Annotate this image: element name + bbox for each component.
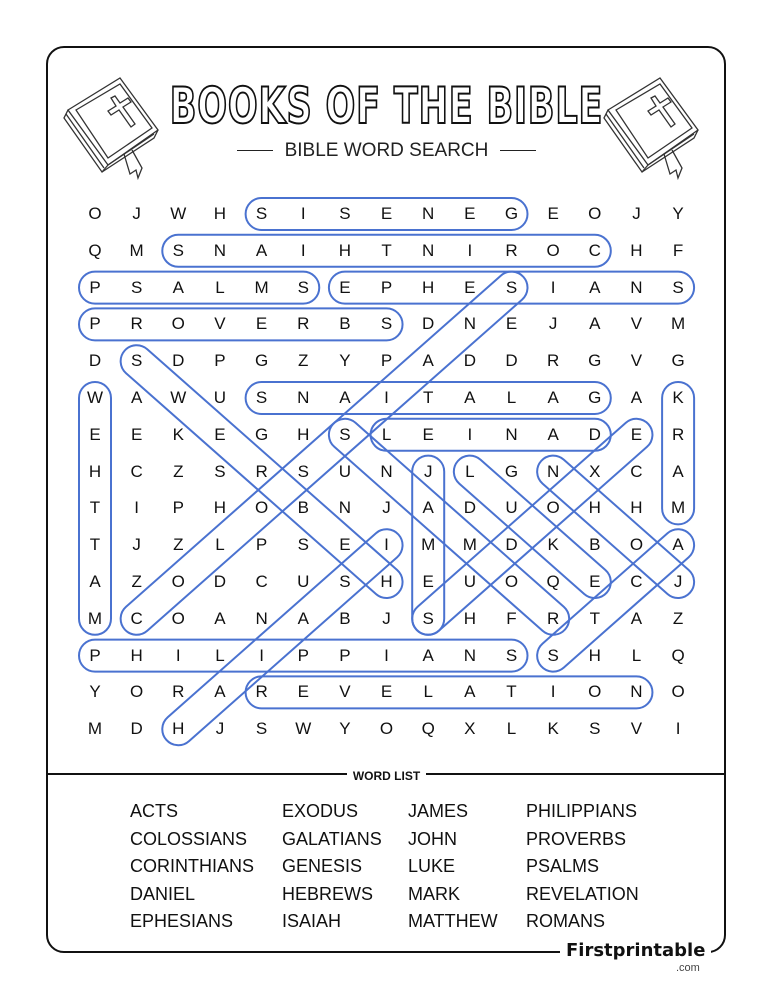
grid-letter[interactable]: R	[547, 608, 560, 628]
grid-letter[interactable]: M	[129, 240, 144, 260]
grid-letter[interactable]: N	[463, 645, 476, 665]
word-item: PSALMS	[526, 856, 600, 876]
grid-letter[interactable]: C	[255, 572, 268, 591]
page-title: BOOKS OF THE BIBLE	[169, 77, 604, 135]
grid-letter[interactable]: L	[423, 682, 433, 702]
grid-letter[interactable]: H	[588, 645, 601, 665]
grid-letter[interactable]: B	[589, 535, 601, 555]
grid-letter[interactable]: H	[630, 240, 643, 260]
grid-letter[interactable]: H	[380, 572, 393, 591]
grid-letter[interactable]: A	[630, 608, 643, 628]
grid-letter[interactable]: I	[300, 240, 306, 260]
grid-letter[interactable]: D	[505, 351, 518, 371]
grid-letter[interactable]: G	[588, 351, 602, 371]
grid-letter[interactable]: O	[171, 572, 185, 591]
word-item: DANIEL	[130, 883, 196, 904]
grid-letter[interactable]: S	[172, 240, 184, 260]
grid-letter[interactable]: E	[297, 682, 309, 702]
grid-letter[interactable]: P	[214, 351, 226, 371]
grid-letter[interactable]: S	[255, 719, 268, 739]
grid-letter[interactable]: I	[134, 498, 139, 518]
grid-letter[interactable]: G	[504, 461, 519, 481]
grid-letter[interactable]: U	[338, 461, 352, 481]
grid-letter[interactable]: D	[422, 314, 435, 334]
grid-letter[interactable]: O	[629, 535, 644, 555]
grid-letter[interactable]: K	[172, 424, 184, 444]
grid-letter[interactable]: P	[339, 645, 351, 665]
grid-letter[interactable]: L	[506, 388, 517, 407]
grid-letter[interactable]: W	[170, 388, 187, 407]
grid-letter[interactable]: S	[297, 277, 309, 297]
grid-letter[interactable]: A	[130, 388, 143, 407]
word-item: HEBREWS	[282, 883, 374, 904]
word-item: REVELATION	[526, 883, 639, 904]
grid-letter[interactable]: J	[548, 314, 558, 334]
grid-letter[interactable]: G	[588, 388, 602, 407]
grid-letter[interactable]: E	[89, 424, 101, 444]
grid-letter[interactable]: J	[215, 719, 225, 739]
grid-letter[interactable]: S	[672, 277, 684, 297]
brand-logo: Firstprintable	[560, 940, 711, 961]
grid-letter[interactable]: V	[630, 719, 643, 739]
word-item: JOHN	[408, 828, 457, 849]
grid-letter[interactable]: A	[672, 535, 684, 555]
grid-letter[interactable]: A	[464, 682, 476, 702]
grid-letter[interactable]: T	[89, 498, 101, 518]
grid-letter[interactable]: T	[589, 608, 600, 628]
grid-letter[interactable]: L	[381, 424, 392, 444]
grid-letter[interactable]: P	[89, 277, 101, 297]
grid-letter[interactable]: H	[130, 645, 143, 665]
grid-letter[interactable]: X	[464, 719, 476, 739]
grid-letter[interactable]: P	[380, 277, 393, 297]
grid-letter[interactable]: O	[171, 314, 185, 334]
grid-letter[interactable]: A	[672, 461, 684, 481]
word-item: ROMANS	[526, 911, 606, 931]
grid-letter[interactable]: K	[547, 535, 559, 555]
grid-letter[interactable]: E	[130, 424, 143, 444]
grid-letter[interactable]: O	[588, 682, 602, 702]
grid-letter[interactable]: Z	[173, 535, 184, 555]
grid-letter[interactable]: N	[255, 608, 268, 628]
grid-letter[interactable]: H	[463, 608, 476, 628]
grid-letter[interactable]: K	[672, 388, 684, 407]
grid-letter[interactable]: S	[297, 535, 309, 555]
grid-letter[interactable]: J	[382, 498, 391, 518]
grid-letter[interactable]: R	[130, 314, 143, 334]
grid-letter[interactable]: J	[382, 608, 391, 628]
grid-letter[interactable]: N	[422, 240, 435, 260]
grid-letter[interactable]: Y	[339, 351, 351, 371]
grid-letter[interactable]: E	[380, 204, 393, 223]
grid-letter[interactable]: G	[504, 204, 519, 223]
grid-letter[interactable]: W	[170, 204, 187, 223]
grid-letter[interactable]: N	[380, 461, 393, 481]
word-item: COLOSSIANS	[130, 828, 248, 849]
grid-letter[interactable]: A	[547, 388, 559, 407]
grid-letter[interactable]: W	[295, 719, 312, 739]
grid-letter[interactable]: P	[255, 535, 268, 555]
grid-letter[interactable]: V	[339, 682, 351, 702]
grid-letter[interactable]: C	[588, 240, 601, 260]
grid-letter[interactable]: A	[214, 608, 226, 628]
grid-letter[interactable]: E	[255, 314, 268, 334]
grid-letter[interactable]: O	[504, 572, 519, 591]
grid-letter[interactable]: A	[422, 645, 434, 665]
grid-letter[interactable]: R	[172, 682, 185, 702]
grid-letter[interactable]: I	[384, 535, 389, 555]
grid-letter[interactable]: P	[172, 498, 184, 518]
grid-letter[interactable]: S	[339, 572, 351, 591]
grid-letter[interactable]: S	[214, 461, 226, 481]
grid-letter[interactable]: M	[462, 535, 477, 555]
grid-letter[interactable]: I	[550, 682, 556, 702]
grid-letter[interactable]: T	[506, 682, 517, 702]
grid-letter[interactable]: D	[588, 424, 601, 444]
grid-letter[interactable]: F	[672, 240, 684, 260]
grid-letter[interactable]: O	[88, 204, 102, 223]
grid-letter[interactable]: Q	[671, 645, 685, 665]
grid-letter[interactable]: A	[297, 608, 309, 628]
grid-letter[interactable]: B	[339, 314, 351, 334]
word-item: EPHESIANS	[130, 911, 234, 931]
grid-letter[interactable]: L	[215, 645, 225, 665]
grid-letter[interactable]: C	[630, 572, 643, 591]
grid-letter[interactable]: B	[297, 498, 309, 518]
grid-letter[interactable]: A	[422, 498, 434, 518]
grid-letter[interactable]: N	[547, 461, 560, 481]
grid-letter[interactable]: S	[547, 645, 559, 665]
word-item: JAMES	[408, 801, 469, 821]
grid-letter[interactable]: A	[589, 277, 601, 297]
grid-letter[interactable]: S	[339, 424, 351, 444]
grid-letter[interactable]: I	[384, 645, 389, 665]
grid-letter[interactable]: Z	[131, 572, 142, 591]
grid-letter[interactable]: M	[421, 535, 436, 555]
grid-letter[interactable]: G	[671, 351, 685, 371]
grid-letter[interactable]: L	[506, 719, 517, 739]
grid-letter[interactable]: I	[675, 719, 681, 739]
grid-letter[interactable]: O	[671, 682, 685, 702]
grid-letter[interactable]: R	[297, 314, 310, 334]
word-item: ISAIAH	[282, 911, 342, 931]
grid-letter[interactable]: S	[339, 204, 351, 223]
word-list-column	[408, 798, 498, 936]
grid-letter[interactable]: S	[505, 277, 518, 297]
grid-letter[interactable]: L	[465, 461, 475, 481]
grid-letter[interactable]: I	[550, 277, 556, 297]
grid-letter[interactable]: V	[214, 314, 226, 334]
grid-letter[interactable]: R	[255, 682, 268, 702]
word-item: PROVERBS	[526, 828, 627, 849]
grid-letter[interactable]: E	[422, 572, 434, 591]
grid-letter[interactable]: I	[259, 645, 264, 665]
word-item: GENESIS	[282, 856, 363, 876]
word-item: CORINTHIANS	[130, 856, 255, 876]
grid-letter[interactable]: N	[463, 314, 476, 334]
grid-letter[interactable]: A	[589, 314, 601, 334]
grid-letter[interactable]: T	[381, 240, 392, 260]
grid-letter[interactable]: R	[671, 424, 685, 444]
grid-letter[interactable]: A	[255, 240, 268, 260]
grid-letter[interactable]: I	[300, 204, 306, 223]
grid-letter[interactable]: G	[254, 424, 269, 444]
grid-letter[interactable]: N	[297, 388, 310, 407]
grid-letter[interactable]: Q	[546, 572, 560, 591]
grid-letter[interactable]: C	[130, 608, 143, 628]
grid-letter[interactable]: J	[132, 204, 141, 223]
word-item: LUKE	[408, 856, 456, 876]
subtitle-text: BIBLE WORD SEARCH	[284, 140, 489, 161]
grid-letter[interactable]: C	[130, 461, 143, 481]
grid-letter[interactable]: L	[631, 645, 642, 665]
grid-letter[interactable]: A	[422, 351, 434, 371]
grid-letter[interactable]: G	[254, 351, 269, 371]
grid-letter[interactable]: S	[380, 314, 393, 334]
grid-letter[interactable]: E	[422, 424, 434, 444]
grid-letter[interactable]: D	[213, 572, 227, 591]
grid-letter[interactable]: W	[86, 388, 104, 407]
word-item: MARK	[408, 883, 461, 904]
grid-letter[interactable]: P	[297, 645, 309, 665]
grid-letter[interactable]: H	[172, 719, 185, 739]
grid-letter[interactable]: S	[297, 461, 309, 481]
grid-letter[interactable]: O	[171, 608, 185, 628]
grid-letter[interactable]: N	[505, 424, 518, 444]
grid-letter[interactable]: E	[380, 682, 393, 702]
grid-letter[interactable]: H	[88, 461, 102, 481]
grid-letter[interactable]: I	[384, 388, 389, 407]
grid-letter[interactable]: J	[673, 572, 683, 591]
grid-letter[interactable]: J	[632, 204, 641, 223]
grid-letter[interactable]: J	[132, 535, 141, 555]
grid-letter[interactable]: M	[87, 608, 103, 628]
grid-letter[interactable]: Y	[672, 204, 684, 223]
grid-letter[interactable]: D	[463, 498, 476, 518]
grid-letter[interactable]: O	[130, 682, 144, 702]
word-list-column	[130, 798, 254, 936]
grid-letter[interactable]: A	[464, 388, 476, 407]
grid-letter[interactable]: D	[172, 351, 185, 371]
grid-letter[interactable]: L	[215, 535, 225, 555]
grid-letter[interactable]: E	[505, 314, 518, 334]
grid-letter[interactable]: N	[630, 682, 643, 702]
grid-letter[interactable]: S	[505, 645, 518, 665]
grid-letter[interactable]: E	[589, 572, 601, 591]
grid-letter[interactable]: R	[547, 351, 560, 371]
grid-letter[interactable]: D	[88, 351, 102, 371]
grid-letter[interactable]: A	[89, 572, 101, 591]
grid-letter[interactable]: S	[589, 719, 601, 739]
grid-letter[interactable]: H	[588, 498, 601, 518]
grid-letter[interactable]: Q	[88, 240, 102, 260]
grid-letter[interactable]: H	[213, 498, 227, 518]
word-list-label: WORD LIST	[347, 769, 426, 783]
word-list-column	[526, 798, 639, 936]
grid-letter[interactable]: Z	[173, 461, 184, 481]
word-item: PHILIPPIANS	[526, 801, 638, 821]
grid-letter[interactable]: J	[423, 461, 433, 481]
grid-letter[interactable]: A	[339, 388, 351, 407]
word-item: GALATIANS	[282, 828, 382, 849]
grid-letter[interactable]: S	[130, 351, 143, 371]
grid-letter[interactable]: I	[467, 240, 473, 260]
grid-letter[interactable]: E	[464, 204, 476, 223]
grid-letter[interactable]: H	[422, 277, 435, 297]
grid-letter[interactable]: F	[506, 608, 517, 628]
grid-letter[interactable]: U	[213, 388, 227, 407]
grid-letter[interactable]: O	[254, 498, 269, 518]
grid-letter[interactable]: A	[172, 277, 184, 297]
grid-letter[interactable]: D	[463, 351, 476, 371]
grid-letter[interactable]: H	[213, 204, 227, 223]
word-list-heading	[0, 765, 773, 784]
grid-letter[interactable]: H	[297, 424, 310, 444]
word-list-column	[282, 798, 382, 936]
grid-letter[interactable]: E	[339, 535, 351, 555]
grid-letter[interactable]: C	[630, 461, 643, 481]
grid-letter[interactable]: T	[89, 535, 101, 555]
grid-letter[interactable]: M	[254, 277, 269, 297]
grid-letter[interactable]: A	[547, 424, 559, 444]
grid-letter[interactable]: I	[467, 424, 473, 444]
grid-letter[interactable]: M	[671, 498, 686, 518]
grid-letter[interactable]: Y	[339, 719, 351, 739]
grid-letter[interactable]: R	[255, 461, 268, 481]
grid-letter[interactable]: O	[588, 204, 602, 223]
grid-letter[interactable]: S	[422, 608, 434, 628]
grid-letter[interactable]: D	[505, 535, 518, 555]
grid-letter[interactable]: O	[379, 719, 394, 739]
grid-letter[interactable]: L	[215, 277, 225, 297]
grid-letter[interactable]: P	[380, 351, 393, 371]
grid-letter[interactable]: N	[338, 498, 352, 518]
grid-letter[interactable]: K	[547, 719, 559, 739]
grid-letter[interactable]: N	[422, 204, 435, 223]
grid-letter[interactable]: V	[630, 351, 643, 371]
grid-letter[interactable]: M	[87, 719, 103, 739]
grid-letter[interactable]: U	[505, 498, 518, 518]
grid-letter[interactable]: A	[214, 682, 226, 702]
grid-letter[interactable]: X	[589, 461, 601, 481]
grid-letter[interactable]: H	[338, 240, 352, 260]
grid-letter[interactable]: M	[671, 314, 686, 334]
grid-letter[interactable]: O	[546, 498, 560, 518]
grid-letter[interactable]: Q	[421, 719, 435, 739]
grid-letter[interactable]: S	[130, 277, 143, 297]
grid-letter[interactable]: S	[255, 388, 268, 407]
grid-letter[interactable]: T	[422, 388, 434, 407]
grid-letter[interactable]: S	[255, 204, 268, 223]
grid-letter[interactable]: E	[464, 277, 476, 297]
grid-letter[interactable]: U	[297, 572, 310, 591]
grid-letter[interactable]: E	[339, 277, 351, 297]
word-item: EXODUS	[282, 801, 359, 821]
grid-letter[interactable]: N	[213, 240, 227, 260]
word-item: MATTHEW	[408, 911, 498, 931]
grid-letter[interactable]: O	[546, 240, 560, 260]
grid-letter[interactable]: P	[89, 645, 101, 665]
grid-letter[interactable]: U	[463, 572, 476, 591]
grid-letter[interactable]: N	[630, 277, 643, 297]
grid-letter[interactable]: E	[547, 204, 559, 223]
grid-letter[interactable]: I	[175, 645, 181, 665]
grid-letter[interactable]: B	[339, 608, 351, 628]
grid-letter[interactable]: Z	[672, 608, 684, 628]
grid-letter[interactable]: Y	[89, 682, 101, 702]
grid-letter[interactable]: R	[505, 240, 518, 260]
brand-suffix: .com	[676, 962, 700, 974]
grid-letter[interactable]: V	[630, 314, 643, 334]
grid-letter[interactable]: Z	[298, 351, 309, 371]
grid-letter[interactable]: P	[89, 314, 101, 334]
grid-letter[interactable]: H	[630, 498, 643, 518]
grid-letter[interactable]: A	[630, 388, 643, 407]
word-item: ACTS	[130, 801, 179, 821]
grid-letter[interactable]: E	[630, 424, 643, 444]
grid-letter[interactable]: D	[130, 719, 143, 739]
grid-letter[interactable]: E	[214, 424, 226, 444]
